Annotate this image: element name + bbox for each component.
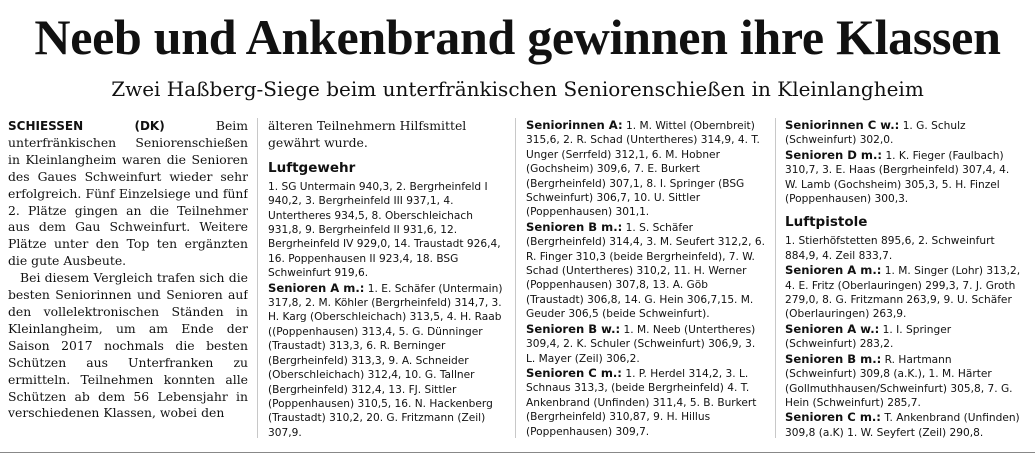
class-label: Senioren B m.:: [526, 219, 623, 234]
team-results: 1. SG Untermain 940,3, 2. Bergrheinfeld I 940,2, 3. Bergrheinfeld III 937,1, 4. Untertheres 934,5, 8. Oberschleichach 931,8, 9. Bergrheinfeld II 931,6, 12. Bergrheinfeld IV 929,0, 14. Traustadt 926,4, 16. Poppenhausen II 923,4, 18. BSG Schweinfurt 919,6.: [268, 180, 501, 280]
class-label: Senioren A m.:: [785, 263, 882, 278]
class-results: 1. P. Herdel 314,2, 3. L. Schnaus 313,3, (beide Bergrheinfeld) 4. T. Ankenbrand (Unfinden) 311,4, 5. B. Burkert (Bergrheinfeld) 310,87, 9. H. Hillus (Poppenhausen) 309,7.: [526, 367, 757, 438]
class-results: 1. G. Schulz (Schweinfurt) 302,0.: [785, 120, 966, 147]
intro-paragraph: [8, 118, 248, 270]
results-entry: [785, 148, 1025, 207]
column-divider: [515, 118, 516, 438]
class-results: 1. M. Neeb (Untertheres) 309,4, 2. K. Schuler (Schweinfurt) 306,9, 3. L. Mayer (Zeil) 306,2.: [526, 323, 756, 365]
class-label: Seniorinnen A:: [526, 118, 623, 132]
class-results: T. Ankenbrand (Unfinden) 309,8 (a.K) 1. W. Seyfert (Zeil) 290,8.: [785, 412, 1020, 439]
section-heading-luftgewehr: Luftgewehr: [268, 159, 356, 176]
article-column-2: [268, 118, 504, 453]
class-results: 1. K. Fieger (Faulbach) 310,7, 3. E. Haas (Bergrheinfeld) 307,4, 4. W. Lamb (Gochsheim) 305,3, 5. H. Finzel (Poppenhausen) 300,3.: [785, 149, 1010, 206]
results-entry: [526, 366, 766, 439]
article-headline: Neeb und Ankenbrand gewinnen ihre Klassen: [34, 9, 1001, 65]
class-label: Senioren B w.:: [526, 321, 621, 336]
results-entry: [268, 281, 504, 440]
class-results: 1. I. Springer (Schweinfurt) 283,2.: [785, 323, 952, 351]
class-label: Seniorinnen C w.:: [785, 118, 900, 132]
class-label: Senioren B m.:: [785, 351, 882, 366]
results-block: [268, 180, 504, 440]
column-divider: [775, 118, 776, 438]
results-entry: [526, 220, 766, 322]
class-label: Senioren A w.:: [785, 321, 880, 336]
class-results: 1. M. Singer (Lohr) 313,2, 4. E. Fritz (Oberlauringen) 299,3, 7. J. Groth 279,0, 8. G. Fritzmann 263,9, 9. U. Schäfer (Oberlauringen) 263,9.: [785, 265, 1021, 321]
team-results: 1. Stierhöfstetten 895,6, 2. Schweinfurt 884,9, 4. Zeil 833,7.: [785, 235, 995, 262]
results-block: [785, 118, 1025, 206]
results-entry: [526, 322, 766, 366]
results-entry: [785, 322, 1025, 352]
results-entry: [526, 118, 766, 220]
results-entry: [785, 118, 1025, 148]
results-entry: [785, 352, 1025, 411]
class-results: 1. E. Schäfer (Untermain) 317,8, 2. M. Köhler (Bergrheinfeld) 314,7, 3. H. Karg (Oberschleichach) 313,5, 4. H. Raab ((Poppenhausen) 313,4, 5. G. Dünninger (Traustadt) 313,3, 6. R. Berninger (Bergrheinfeld) 313,3, 9. A. Schneider (Oberschleichach) 312,4, 10. G. Tallner (Bergrheinfeld) 312,4, 13. FJ. Sittler (Poppenhausen) 310,5, 16. N. Hackenberg (Traustadt) 310,2, 20. G. Fritzmann (Zeil) 307,9.: [268, 282, 503, 439]
class-label: Senioren C m.:: [526, 365, 622, 380]
article-column-1: [8, 118, 248, 453]
class-results: 1. S. Schäfer (Bergrheinfeld) 314,4, 3. M. Seufert 312,2, 6. R. Finger 310,3 (beide Bergrheinfeld), 7. W. Schad (Untertheres) 310,2, 11. H. Werner (Poppenhausen) 307,8, 13. A. Göb (Traustadt) 306,8, 14. G. Hein 306,7,15. M. Geuder 306,5 (beide Schweinfurt).: [526, 221, 765, 321]
class-label: Senioren A m.:: [268, 280, 365, 295]
results-block: [785, 234, 1025, 440]
body-paragraph: Bei diesem Vergleich trafen sich die besten Seniorinnen und Senioren auf den vollelektronischen Ständen in Kleinlangheim, um am Ende der Saison 2017 nochmals die besten Schützen aus Unterfranken zu ermitteln. Teilnehmen konnten alle Schützen ab dem 56 Lebensjahr in verschiedenen Klassen, wobei den: [8, 270, 248, 421]
article-subheadline: Zwei Haßberg-Siege beim unterfränkischen Seniorenschießen in Kleinlangheim: [111, 77, 924, 101]
column-divider: [257, 118, 258, 438]
continuation-text: älteren Teilnehmern Hilfsmittel gewährt wurde.: [268, 118, 467, 150]
bottom-rule: [0, 452, 1035, 453]
results-entry: [785, 263, 1025, 322]
intro-text: Beim unterfränkischen Seniorenschießen in Kleinlangheim waren die Senioren des Gaues Schweinfurt wieder sehr erfolgreich. Fünf Einzelsiege und fünf 2. Plätze gingen an die Teilnehmer aus dem Gau Schweinfurt. Weitere Plätze unter den Top ten ergänzten die gute Ausbeute.: [8, 118, 248, 269]
class-label: Senioren C m.:: [785, 410, 881, 425]
article-column-4: [785, 118, 1025, 453]
section-heading-luftpistole: Luftpistole: [785, 214, 868, 231]
results-entry: [785, 410, 1025, 440]
class-label: Senioren D m.:: [785, 147, 883, 162]
kicker: SCHIESSEN (DK): [8, 119, 165, 133]
class-results: 1. M. Wittel (Obernbreit) 315,6, 2. R. Schad (Untertheres) 314,9, 4. T. Unger (Serrfeld) 312,1, 6. M. Hobner (Gochsheim) 309,6, 7. E. Burkert (Bergrheinfeld) 307,1, 8. I. Springer (BSG Schweinfurt) 306,7, 10. U. Sittler (Poppenhausen) 301,1.: [526, 120, 760, 219]
article-column-3: [526, 118, 766, 453]
class-results: R. Hartmann (Schweinfurt) 309,8 (a.K.), 1. M. Härter (Gollmuthhausen/Schweinfurt) 305,8, 7. G. Hein (Schweinfurt) 285,7.: [785, 353, 1013, 409]
